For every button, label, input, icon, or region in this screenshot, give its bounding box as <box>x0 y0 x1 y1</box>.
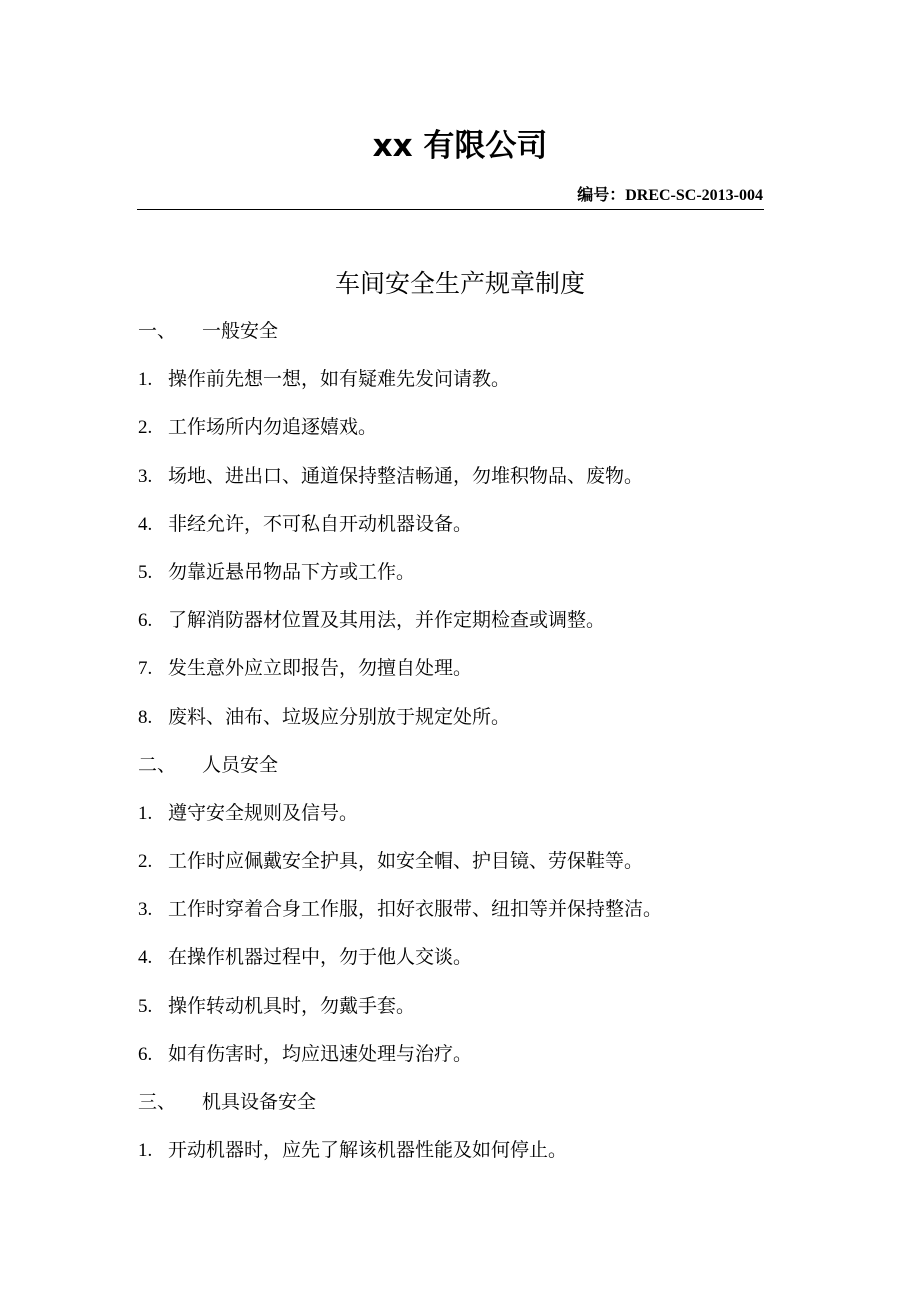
section-heading <box>138 1085 778 1133</box>
line-number: 1. <box>138 369 153 391</box>
line-number: 三、 <box>138 1091 177 1113</box>
line-number: 二、 <box>138 753 177 776</box>
line-text: 工作时应佩戴安全护具，如安全帽、护目镜、劳保鞋等。 <box>168 850 644 873</box>
line-text: 了解消防器材位置及其用法，并作定期检查或调整。 <box>168 609 606 632</box>
line-text: 操作前先想一想，如有疑难先发问请教。 <box>168 368 511 391</box>
rule-item <box>138 362 778 410</box>
section-heading <box>138 314 778 362</box>
section-heading <box>138 748 778 796</box>
line-text: 工作场所内勿追逐嬉戏。 <box>168 416 378 439</box>
rule-item <box>138 940 778 988</box>
line-text: 工作时穿着合身工作服，扣好衣服带、纽扣等并保持整洁。 <box>168 898 663 921</box>
line-number: 8. <box>138 706 153 728</box>
line-text: 非经允许，不可私自开动机器设备。 <box>168 512 473 535</box>
line-text: 废料、油布、垃圾应分别放于规定处所。 <box>168 705 511 728</box>
line-number: 2. <box>138 851 153 873</box>
rule-item <box>138 410 778 458</box>
line-text: 人员安全 <box>202 753 279 776</box>
regulation-body <box>138 314 778 1181</box>
line-text: 机具设备安全 <box>202 1091 317 1113</box>
line-number: 3. <box>138 465 153 487</box>
rule-item <box>138 796 778 844</box>
rule-item <box>138 892 778 940</box>
line-text: 遵守安全规则及信号。 <box>168 801 359 824</box>
line-text: 一般安全 <box>202 320 279 342</box>
line-text: 场地、进出口、通道保持整洁畅通，勿堆积物品、废物。 <box>168 464 644 487</box>
rule-item <box>138 507 778 555</box>
rule-item <box>138 1133 778 1181</box>
document-number-value: DREC-SC-2013-004 <box>625 187 763 204</box>
document-title: 车间安全生产规章制度 <box>334 269 585 298</box>
document-number <box>577 184 763 208</box>
line-number: 6. <box>138 1043 153 1065</box>
line-text: 开动机器时，应先了解该机器性能及如何停止。 <box>168 1139 568 1162</box>
rule-item <box>138 989 778 1037</box>
rule-item <box>138 651 778 699</box>
header-divider <box>137 209 764 210</box>
line-text: 勿靠近悬吊物品下方或工作。 <box>168 560 416 583</box>
rule-item <box>138 603 778 651</box>
company-title: xx 有限公司 <box>372 128 548 164</box>
line-number: 4. <box>138 513 153 535</box>
rule-item <box>138 844 778 892</box>
rule-item <box>138 459 778 507</box>
line-number: 4. <box>138 947 153 969</box>
line-text: 如有伤害时，均应迅速处理与治疗。 <box>168 1042 473 1065</box>
line-text: 在操作机器过程中，勿于他人交谈。 <box>168 946 473 969</box>
line-number: 2. <box>138 417 153 439</box>
line-number: 1. <box>138 1140 153 1162</box>
line-number: 3. <box>138 899 153 921</box>
rule-item <box>138 1037 778 1085</box>
rule-item <box>138 555 778 603</box>
line-text: 操作转动机具时，勿戴手套。 <box>168 994 416 1017</box>
line-number: 7. <box>138 658 153 680</box>
line-text: 发生意外应立即报告，勿擅自处理。 <box>168 657 473 680</box>
line-number: 5. <box>138 995 153 1017</box>
line-number: 6. <box>138 610 153 632</box>
line-number: 5. <box>138 561 153 583</box>
rule-item <box>138 700 778 748</box>
line-number: 1. <box>138 802 153 824</box>
document-number-label: 编号： <box>577 187 626 204</box>
line-number: 一、 <box>138 320 177 342</box>
